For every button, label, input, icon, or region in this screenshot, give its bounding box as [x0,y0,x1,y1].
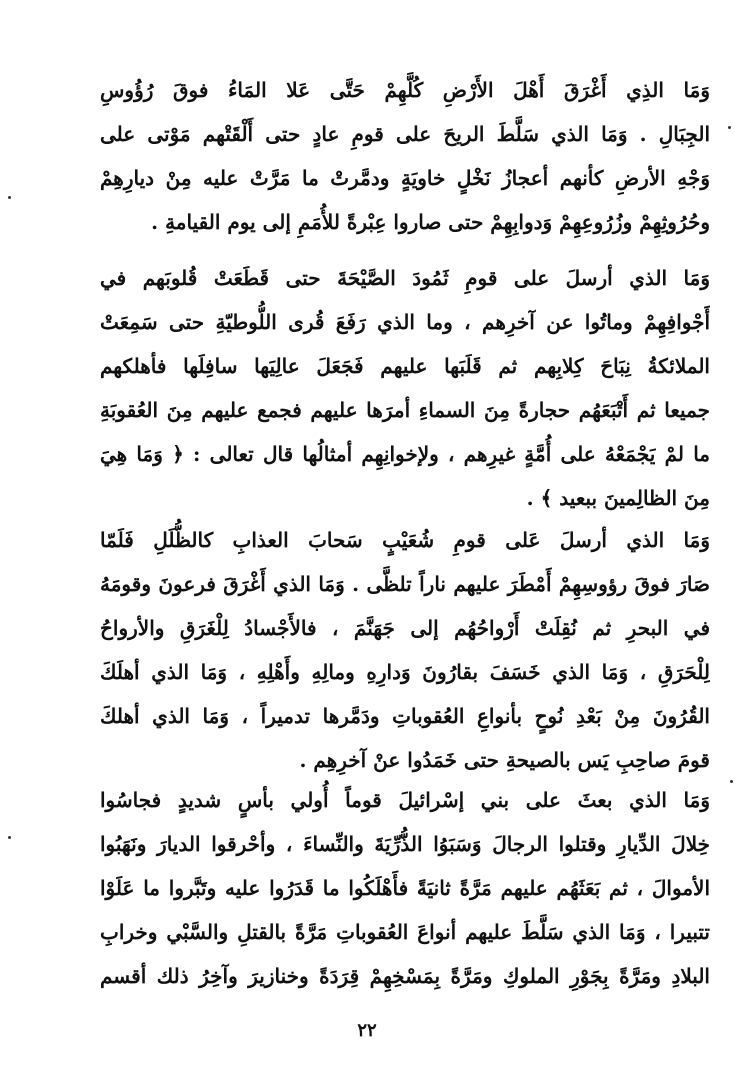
text-line: وَجْهِ الأرضِ كأنهم أعجازُ نَخْلٍ خاويَةٍ ودمَّرتْ ما مَرَّتْ عليه مِنْ ديارِهِمْ [100,166,710,190]
paragraph-4 [100,778,710,998]
text-line: الأموالَ ، ثم بَعَثَهُم عليهم مَرَّةً ثانيَةً فأَهْلَكُوا ما قَدَرُوا عليه وتَبَّروا ما عَلَوْا [100,876,710,900]
text-line: في البحرِ ثم نُقِلَتْ أَرْواحُهُم إلى جَهَنَّمَ ، فالأَجْسادُ لِلْغَرَقِ والأرواحُ [100,616,710,640]
text-line: تتبيرا ، وَمَا الذي سَلَّطَ عليهم أنواعَ العُقوباتِ مَرَّةً بالقتلِ والسَّبْي وخرابِ [100,920,710,944]
text-line: ما لمْ يَجْمَعْهُ على أُمَّةٍ غيرِهم ، ولإخوانِهِم أمثالُها قال تعالى : ﴿ وَمَا هِيَ [100,442,710,466]
text-line: لِلْحَرَقِ ، وَمَا الذي خَسَفَ بقارُونَ وَدارِهِ ومالِهِ وأَهْلِهِ ، وَمَا الذي أهلَكَ [100,660,710,684]
text-line: خِلالَ الدِّيارِ وقتلوا الرجالَ وَسَبَوُا الذُّرِّيَةَ والنِّساءَ ، وأحْرقوا الديارَ ونَهَبُوا [100,832,710,856]
margin-dot [8,196,11,199]
text-line: صَارَ فوقَ رؤوسِهِمْ أَمْطَرَ عليهم ناراً تلظَّى . وَمَا الذي أَغْرَقَ فرعونَ وقومَهُ [100,572,710,596]
text-line: قومَ صاحِبِ يَس بالصيحةِ حتى خَمَدُوا عنْ آخرِهِم . [299,748,710,772]
margin-dot [730,780,733,783]
text-line: الجِبَالِ . وَمَا الذي سَلَّطَ الريحَ على قومِ عادٍ حتى أَلْقَتْهم مَوْتى على [100,122,710,146]
paragraph-2 [100,256,710,520]
text-line: وَمَا الذِي أَغْرَقَ أَهْلَ الأَرْضِ كُلَّهِمْ حَتَّى عَلا المَاءُ فوقَ رُؤُوسِ [100,78,710,102]
text-line: وَمَا الذي أرسلَ عَلى قومِ شُعَيْبٍ سَحابَ العذابِ كالظُّلَلِ فَلَمّا [100,528,710,552]
text-line: وَمَا الذي بعثَ على بني إسْرائيلَ قوماً أُولي بأسٍ شديدٍ فجاسُوا [100,788,710,812]
text-line: الملائكةُ نِبَاحَ كِلابِهم ثم قَلَبَها عليهم فَجَعَلَ عالِيَها سافِلَها فأهلكهم [100,354,710,378]
text-line: جميعا ثم أَتْبَعَهُم حجارةً مِنَ السماءِ أمرَها عليهم فجمع عليهم مِنَ العُقوبَةِ [100,398,710,422]
paragraph-1 [100,68,710,244]
text-line: وحُرُوثِهِمْ وزُرُوعِهِمْ وَدوابِهِمْ حتى صاروا عِبْرةً للأُمَمِ إلى يوم القيامةِ . [151,210,710,234]
margin-dot [728,126,731,129]
margin-dot [8,836,11,839]
text-line: القُرُونَ مِنْ بَعْدِ نُوحٍ بأنواعِ العُقوباتِ ودَمَّرها تدميراً ، وَمَا الذي أهلكَ [100,704,710,728]
text-line: أَجْوافِهِمْ وماتُوا عن آخرِهم ، وما الذي رَفَعَ قُرى اللُّوطيّةِ حتى سَمِعَتْ [100,310,710,334]
page-number: ٢٢ [357,1020,377,1041]
text-line: وَمَا الذي أرسلَ على قومِ ثَمُودَ الصَّيْحَةَ حتى قَطَعَتْ قُلوبَهم في [100,266,710,290]
text-line: البلادِ ومَرَّةً بِجَوْرِ الملوكِ ومَرَّةً بِمَسْخِهِمْ قِرَدَةً وخنازيرَ وآخِرُ ذلك أقسم [100,964,710,988]
text-line: مِنَ الظالِمينَ ببعيد ﴾ . [526,486,710,510]
paragraph-3 [100,518,710,782]
